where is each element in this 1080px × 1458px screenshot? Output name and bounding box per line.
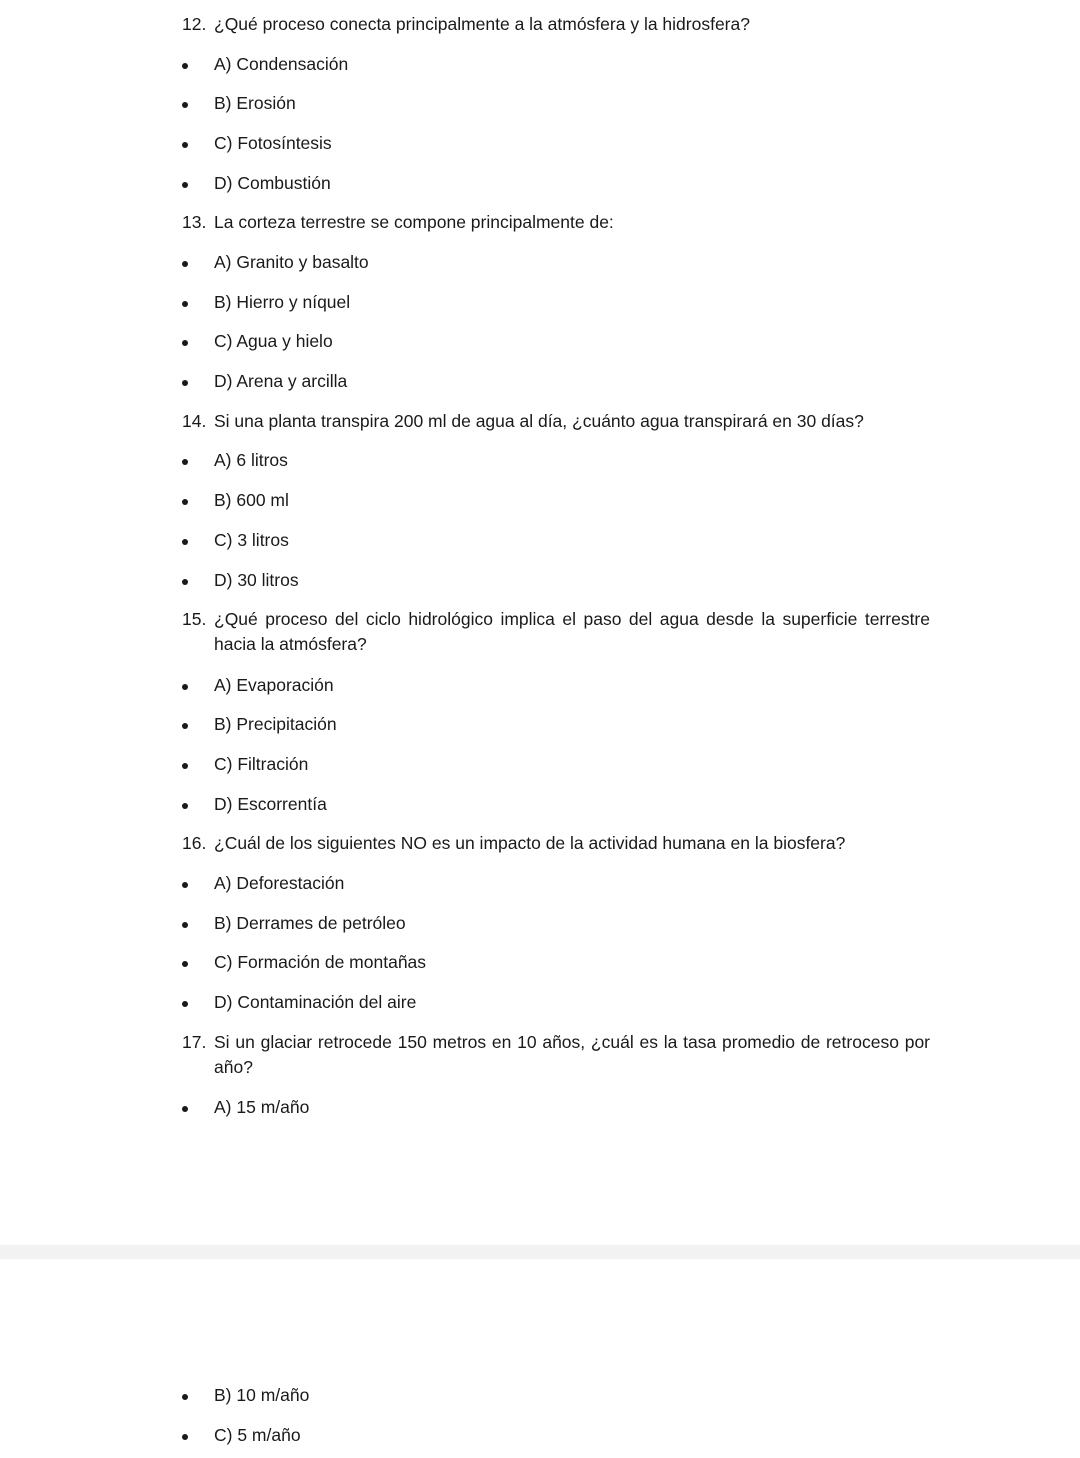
option-label: B) 600 ml [214, 490, 289, 510]
question-14 [182, 409, 930, 434]
option-label: A) Condensación [214, 54, 349, 74]
option-label: A) Granito y basalto [214, 252, 369, 272]
question-13 [182, 210, 930, 235]
bullet-icon [182, 459, 188, 465]
question-12 [182, 12, 930, 37]
question-text: Si una planta transpira 200 ml de agua al día, ¿cuánto agua transpirará en 30 días? [214, 411, 864, 431]
option-label: B) 10 m/año [214, 1385, 310, 1405]
bullet-icon [182, 1394, 188, 1400]
question-number: 13. [182, 212, 207, 232]
option-label: A) Evaporación [214, 675, 334, 695]
bullet-icon [182, 380, 188, 386]
bullet-icon [182, 803, 188, 809]
option-label: A) 6 litros [214, 450, 288, 470]
option-label: D) Contaminación del aire [214, 992, 417, 1012]
bullet-icon [182, 1106, 188, 1112]
bullet-icon [182, 1001, 188, 1007]
option-label: A) Deforestación [214, 873, 345, 893]
question-16 [182, 831, 930, 856]
question-number: 17. [182, 1032, 207, 1052]
question-text: Si un glaciar retrocede 150 metros en 10 años, ¿cuál es la tasa promedio de retroceso por año? [214, 1032, 930, 1077]
bullet-icon [182, 579, 188, 585]
option-label: D) Escorrentía [214, 794, 327, 814]
bullet-icon [182, 63, 188, 69]
bullet-icon [182, 102, 188, 108]
bullet-icon [182, 1434, 188, 1440]
bullet-icon [182, 882, 188, 888]
bullet-icon [182, 961, 188, 967]
option-label: C) Fotosíntesis [214, 133, 332, 153]
option-label: B) Hierro y níquel [214, 292, 351, 312]
bullet-icon [182, 684, 188, 690]
bullet-icon [182, 922, 188, 928]
question-number: 12. [182, 14, 207, 34]
option-label: D) Combustión [214, 173, 331, 193]
option-label: C) 3 litros [214, 530, 289, 550]
bullet-icon [182, 723, 188, 729]
bullet-icon [182, 763, 188, 769]
document-page-2 [0, 1259, 1080, 1458]
question-number: 14. [182, 411, 207, 431]
bullet-icon [182, 539, 188, 545]
question-number: 15. [182, 609, 207, 629]
option-label: B) Derrames de petróleo [214, 913, 406, 933]
bullet-icon [182, 340, 188, 346]
bullet-icon [182, 301, 188, 307]
question-text: La corteza terrestre se compone principalmente de: [214, 212, 614, 232]
option-label: C) 5 m/año [214, 1425, 301, 1445]
option-label: B) Erosión [214, 93, 296, 113]
question-17 [182, 1030, 930, 1080]
question-number: 16. [182, 833, 207, 853]
question-text: ¿Qué proceso del ciclo hidrológico implica el paso del agua desde la superficie terrestre hacia la atmósfera? [214, 609, 930, 654]
page-separator [0, 1245, 1080, 1259]
option-label: C) Filtración [214, 754, 309, 774]
option-label: C) Formación de montañas [214, 952, 427, 972]
bullet-icon [182, 499, 188, 505]
bullet-icon [182, 182, 188, 188]
option-label: B) Precipitación [214, 714, 337, 734]
option-label: D) Arena y arcilla [214, 371, 348, 391]
question-text: ¿Cuál de los siguientes NO es un impacto de la actividad humana en la biosfera? [214, 833, 846, 853]
question-text: ¿Qué proceso conecta principalmente a la atmósfera y la hidrosfera? [214, 14, 750, 34]
option-label: A) 15 m/año [214, 1097, 310, 1117]
question-15 [182, 607, 930, 657]
bullet-icon [182, 261, 188, 267]
option-label: D) 30 litros [214, 570, 299, 590]
bullet-icon [182, 142, 188, 148]
option-label: C) Agua y hielo [214, 331, 333, 351]
